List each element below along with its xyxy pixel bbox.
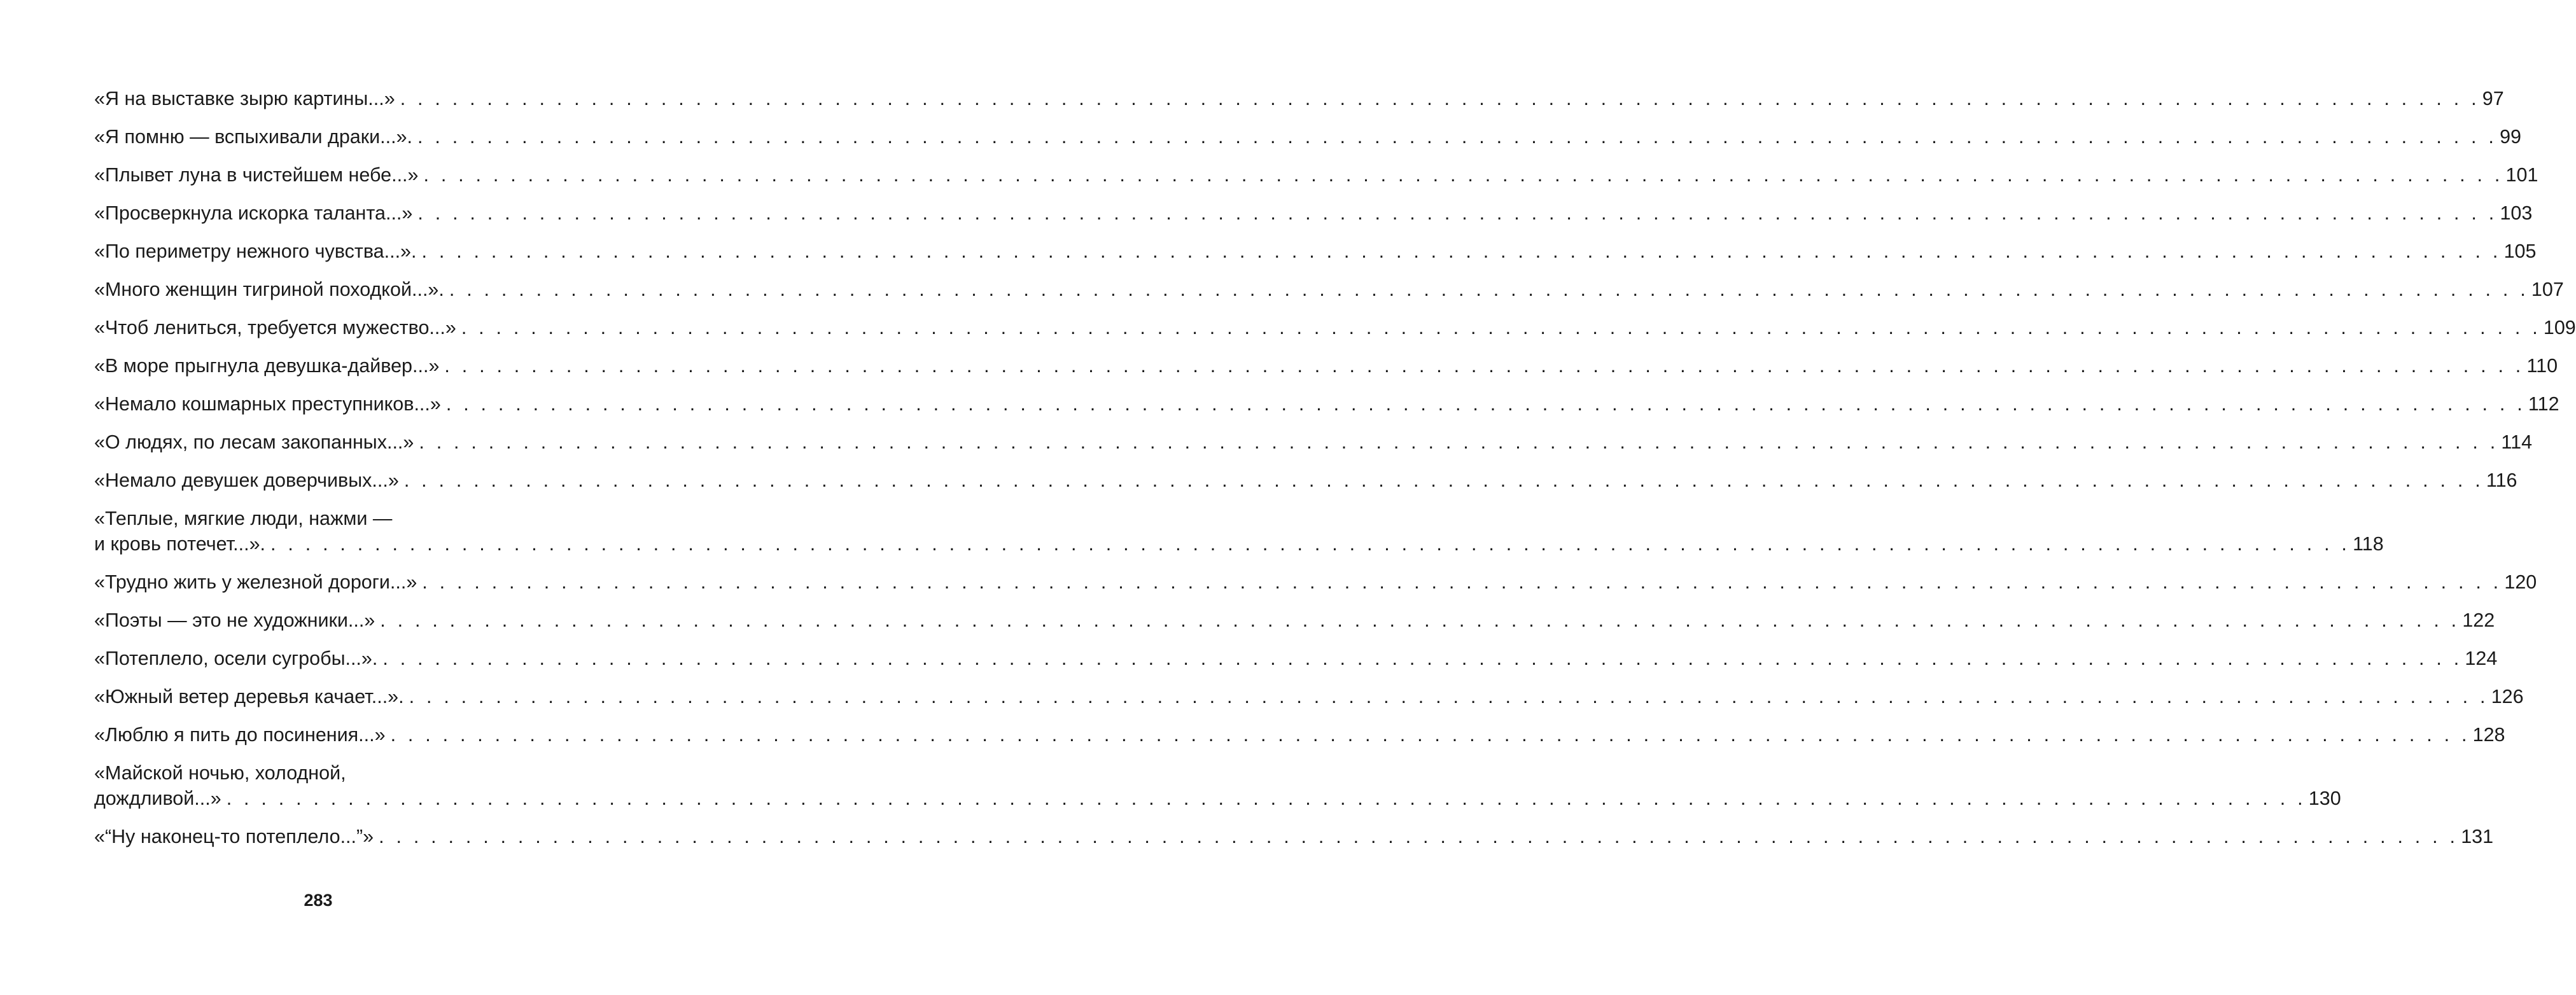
toc-entry (94, 825, 2494, 849)
toc-entry-title: «Поэты — это не художники...» (94, 609, 375, 631)
toc-entry-title: «Чтоб лениться, требуется мужество...» (94, 317, 456, 338)
toc-entry (94, 430, 2533, 455)
dot-leader: . . . . . . . . . . . . . . . . . . . . . . . . . . . . . . . . . . . . . . . . . . . . . . . . . . . . . . . . . . . . . . . . . . . . . . . . . . . . . . . . . . . . . . . . . . . . . . . . . . . . . . . . . . . . . . . . . . . . . . . . (461, 317, 2541, 338)
toc-entry-title: «Я помню — вспыхивали драки...». (94, 126, 413, 148)
toc-entry-line (94, 786, 2341, 811)
toc-entry (94, 87, 2504, 111)
toc-entry-title: и кровь потечет...». (94, 533, 266, 555)
toc-entry-page: 110 (2526, 355, 2558, 377)
toc-entry-page: 101 (2505, 164, 2538, 186)
dot-leader: . . . . . . . . . . . . . . . . . . . . . . . . . . . . . . . . . . . . . . . . . . . . . . . . . . . . . . . . . . . . . . . . . . . . . . . . . . . . . . . . . . . . . . . . . . . . . . . . . . . . . . . . . . . . . . . . . . . . . . . . (403, 470, 2484, 491)
toc-entry (94, 646, 2498, 671)
toc-entry-line (94, 87, 2504, 111)
dot-leader: . . . . . . . . . . . . . . . . . . . . . . . . . . . . . . . . . . . . . . . . . . . . . . . . . . . . . . . . . . . . . . . . . . . . . . . . . . . . . . . . . . . . . . . . . . . . . . . . . . . . . . . . . . . . . . . . . . . . . . . . (382, 648, 2463, 669)
toc-entry-title: «Много женщин тигриной походкой...». (94, 279, 444, 300)
toc-entry-title: дождливой...» (94, 788, 221, 809)
toc-entry-page: 126 (2491, 686, 2524, 707)
toc-entry-line (94, 506, 541, 531)
dot-leader: . . . . . . . . . . . . . . . . . . . . . . . . . . . . . . . . . . . . . . . . . . . . . . . . . . . . . . . . . . . . . . . . . . . . . . . . . . . . . . . . . . . . . . . . . . . . . . . . . . . . . . . . . . . . . . . . . . . . . . . . (226, 788, 2306, 809)
toc-entry-title: «Теплые, мягкие люди, нажми — (94, 508, 393, 529)
dot-leader: . . . . . . . . . . . . . . . . . . . . . . . . . . . . . . . . . . . . . . . . . . . . . . . . . . . . . . . . . . . . . . . . . . . . . . . . . . . . . . . . . . . . . . . . . . . . . . . . . . . . . . . . . . . . . . . . . . . . . . . . (409, 686, 2489, 707)
toc-entry-title: «Я на выставке зырю картины...» (94, 88, 395, 109)
toc-entry-title: «Плывет луна в чистейшем небе...» (94, 164, 419, 186)
toc-entry-title: «О людях, по лесам закопанных...» (94, 431, 414, 453)
toc-entry-title: «По периметру нежного чувства...». (94, 240, 417, 262)
toc-entry (94, 723, 2505, 748)
toc-entry-line (94, 163, 2538, 188)
toc-entry-line (94, 392, 2559, 417)
dot-leader: . . . . . . . . . . . . . . . . . . . . . . . . . . . . . . . . . . . . . . . . . . . . . . . . . . . . . . . . . . . . . . . . . . . . . . . . . . . . . . . . . . . . . . . . . . . . . . . . . . . . . . . . . . . . . . . . . . . . . . . . (419, 431, 2499, 453)
dot-leader: . . . . . . . . . . . . . . . . . . . . . . . . . . . . . . . . . . . . . . . . . . . . . . . . . . . . . . . . . . . . . . . . . . . . . . . . . . . . . . . . . . . . . . . . . . . . . . . . . . . . . . . . . . . . . . . . . . . . . . . . (390, 724, 2470, 746)
toc-entry-page: 130 (2308, 788, 2341, 809)
toc-entry-title: «Люблю я пить до посинения...» (94, 724, 386, 746)
dot-leader: . . . . . . . . . . . . . . . . . . . . . . . . . . . . . . . . . . . . . . . . . . . . . . . . . . . . . . . . . . . . . . . . . . . . . . . . . . . . . . . . . . . . . . . . . . . . . . . . . . . . . . . . . . . . . . . . . . . . . . . . (444, 355, 2524, 377)
dot-leader: . . . . . . . . . . . . . . . . . . . . . . . . . . . . . . . . . . . . . . . . . . . . . . . . . . . . . . . . . . . . . . . . . . . . . . . . . . . . . . . . . . . . . . . . . . . . . . . . . . . . . . . . . . . . . . . . . . . . . . . . (449, 279, 2529, 300)
toc-entry-line (94, 201, 2533, 226)
dot-leader: . . . . . . . . . . . . . . . . . . . . . . . . . . . . . . . . . . . . . . . . . . . . . . . . . . . . . . . . . . . . . . . . . . . . . . . . . . . . . . . . . . . . . . . . . . . . . . . . . . . . . . . . . . . . . . . . . . . . . . . . (400, 88, 2480, 109)
table-of-contents (94, 87, 2576, 863)
toc-entry-line (94, 125, 2522, 150)
toc-entry-line (94, 532, 2384, 557)
toc-entry-line (94, 723, 2505, 748)
dot-leader: . . . . . . . . . . . . . . . . . . . . . . . . . . . . . . . . . . . . . . . . . . . . . . . . . . . . . . . . . . . . . . . . . . . . . . . . . . . . . . . . . . . . . . . . . . . . . . . . . . . . . . . . . . . . . . . . . . . . . . . . (445, 393, 2526, 415)
toc-entry-page: 131 (2461, 826, 2494, 847)
toc-entry-page: 112 (2528, 393, 2559, 415)
toc-entry-line (94, 430, 2533, 455)
toc-entry-page: 118 (2353, 533, 2384, 555)
dot-leader: . . . . . . . . . . . . . . . . . . . . . . . . . . . . . . . . . . . . . . . . . . . . . . . . . . . . . . . . . . . . . . . . . . . . . . . . . . . . . . . . . . . . . . . . . . . . . . . . . . . . . . . . . . . . . . . . . . . . . . . . (417, 202, 2498, 224)
toc-entry-page: 105 (2503, 240, 2537, 262)
toc-entry-line (94, 608, 2495, 633)
dot-leader: . . . . . . . . . . . . . . . . . . . . . . . . . . . . . . . . . . . . . . . . . . . . . . . . . . . . . . . . . . . . . . . . . . . . . . . . . . . . . . . . . . . . . . . . . . . . . . . . . . . . . . . . . . . . . . . . . . . . . . . . (423, 164, 2503, 186)
toc-entry (94, 277, 2564, 302)
toc-entry-title: «Трудно жить у железной дороги...» (94, 571, 417, 593)
toc-entry (94, 761, 2341, 811)
toc-entry-page: 97 (2482, 88, 2504, 109)
toc-entry-page: 109 (2543, 317, 2576, 338)
toc-entry-page: 128 (2472, 724, 2505, 746)
toc-entry-line (94, 825, 2494, 849)
toc-entry-title: «Потеплело, осели сугробы...». (94, 648, 378, 669)
toc-entry-title: «Немало девушек доверчивых...» (94, 470, 399, 491)
toc-entry-page: 122 (2462, 609, 2495, 631)
toc-entry (94, 392, 2559, 417)
toc-entry-line (94, 316, 2576, 340)
toc-entry (94, 685, 2524, 709)
dot-leader: . . . . . . . . . . . . . . . . . . . . . . . . . . . . . . . . . . . . . . . . . . . . . . . . . . . . . . . . . . . . . . . . . . . . . . . . . . . . . . . . . . . . . . . . . . . . . . . . . . . . . . . . . . . . . . . . . . . . . . . . (422, 571, 2502, 593)
toc-entry (94, 163, 2538, 188)
toc-entry (94, 354, 2558, 379)
dot-leader: . . . . . . . . . . . . . . . . . . . . . . . . . . . . . . . . . . . . . . . . . . . . . . . . . . . . . . . . . . . . . . . . . . . . . . . . . . . . . . . . . . . . . . . . . . . . . . . . . . . . . . . . . . . . . . . . . . . . . . . . (421, 240, 2502, 262)
dot-leader: . . . . . . . . . . . . . . . . . . . . . . . . . . . . . . . . . . . . . . . . . . . . . . . . . . . . . . . . . . . . . . . . . . . . . . . . . . . . . . . . . . . . . . . . . . . . . . . . . . . . . . . . . . . . . . . . . . . . . . . . (379, 826, 2459, 847)
toc-entry-line (94, 761, 541, 786)
toc-entry (94, 201, 2533, 226)
toc-entry-page: 124 (2465, 648, 2498, 669)
toc-entry (94, 316, 2576, 340)
page-number: 283 (304, 891, 333, 910)
toc-entry-line (94, 468, 2517, 493)
toc-entry-line (94, 685, 2524, 709)
toc-entry-title: «Майской ночью, холодной, (94, 762, 346, 784)
toc-entry (94, 570, 2537, 595)
toc-entry (94, 239, 2537, 264)
toc-entry-title: «Южный ветер деревья качает...». (94, 686, 404, 707)
toc-entry-line (94, 277, 2564, 302)
dot-leader: . . . . . . . . . . . . . . . . . . . . . . . . . . . . . . . . . . . . . . . . . . . . . . . . . . . . . . . . . . . . . . . . . . . . . . . . . . . . . . . . . . . . . . . . . . . . . . . . . . . . . . . . . . . . . . . . . . . . . . . . (417, 126, 2498, 148)
toc-entry-title: «Немало кошмарных преступников...» (94, 393, 441, 415)
dot-leader: . . . . . . . . . . . . . . . . . . . . . . . . . . . . . . . . . . . . . . . . . . . . . . . . . . . . . . . . . . . . . . . . . . . . . . . . . . . . . . . . . . . . . . . . . . . . . . . . . . . . . . . . . . . . . . . . . . . . . . . . (270, 533, 2351, 555)
toc-entry-title: «В море прыгнула девушка-дайвер...» (94, 355, 440, 377)
toc-entry-line (94, 646, 2498, 671)
toc-entry-page: 114 (2501, 431, 2533, 453)
toc-entry-page: 103 (2500, 202, 2533, 224)
toc-entry-title: «Просверкнула искорка таланта...» (94, 202, 413, 224)
dot-leader: . . . . . . . . . . . . . . . . . . . . . . . . . . . . . . . . . . . . . . . . . . . . . . . . . . . . . . . . . . . . . . . . . . . . . . . . . . . . . . . . . . . . . . . . . . . . . . . . . . . . . . . . . . . . . . . . . . . . . . . . (380, 609, 2460, 631)
toc-entry-page: 116 (2486, 470, 2517, 491)
toc-entry-page: 120 (2504, 571, 2537, 593)
toc-entry-line (94, 354, 2558, 379)
toc-entry-line (94, 239, 2537, 264)
toc-entry (94, 608, 2495, 633)
toc-entry (94, 468, 2517, 493)
toc-entry-title: «“Ну наконец-то потеплело...”» (94, 826, 374, 847)
toc-entry-page: 107 (2531, 279, 2564, 300)
toc-entry (94, 506, 2384, 557)
toc-entry (94, 125, 2522, 150)
toc-entry-line (94, 570, 2537, 595)
toc-entry-page: 99 (2500, 126, 2522, 148)
